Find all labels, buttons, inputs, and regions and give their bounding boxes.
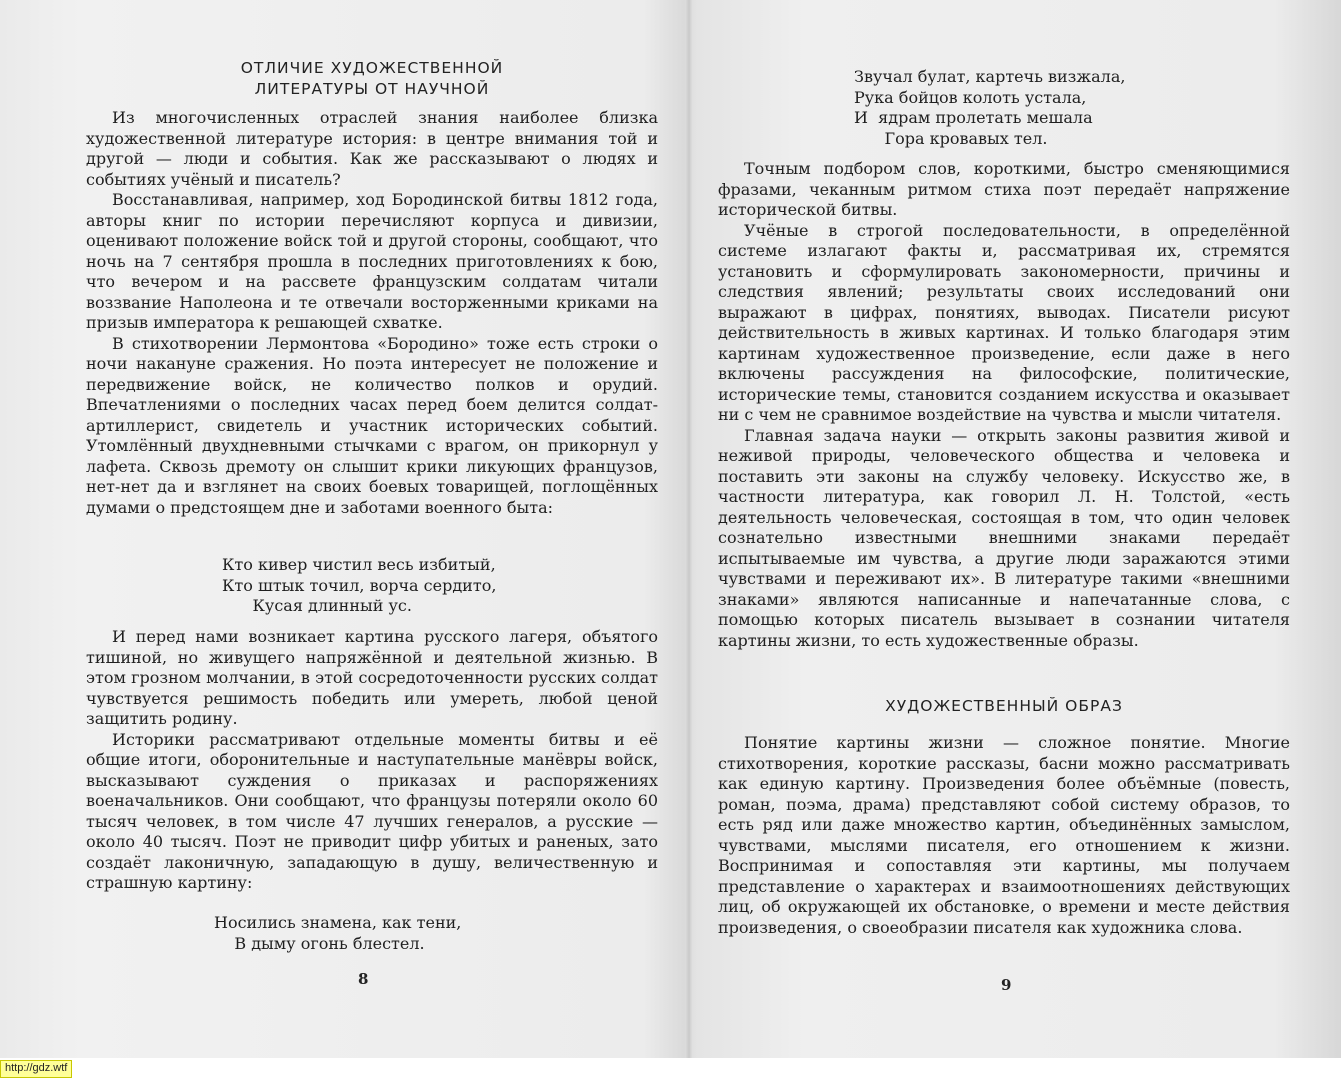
verse-line: Кто штык точил, ворча сердито, — [222, 575, 497, 595]
source-link[interactable]: http://gdz.wtf — [0, 1060, 72, 1078]
left-heading-line1: ОТЛИЧИЕ ХУДОЖЕСТВЕННОЙ — [240, 59, 504, 77]
left-heading — [86, 58, 658, 100]
left-verse-1 — [222, 555, 496, 617]
left-heading-line2: ЛИТЕРАТУРЫ ОТ НАУЧНОЙ — [254, 80, 490, 98]
right-paragraph-4: Понятие картины жизни — сложное понятие. Многие стихотворения, короткие рассказы, басни можно рассматривать как единую картину. Произведения более объёмные (повесть, роман, поэма, драма) представляют собой систему образов, то есть ряд или даже множество картин, объединённых замыслом, чувствами, мыслями писателя, его отношением к жизни. Воспринимая и сопоставляя эти картины, мы получаем представление о характерах и взаимоотношениях действующих лиц, об окружающей их обстановке, о времени и месте действия произведения, о своеобразии писателя как художника слова. — [718, 733, 1290, 937]
left-paragraph-2: Восстанавливая, например, ход Бородинской битвы 1812 года, авторы книг по истории перечисляют корпуса и дивизии, оценивают положение войск той и другой стороны, сообщают, что ночь на 7 сентября прошла в последних приготовлениях к бою, что вечером и на рассвете французским солдатам читали воззвание Наполеона и те отвечали восторженными криками на призыв императора к решающей схватке. — [86, 190, 658, 332]
verse-line: Кто кивер чистил весь избитый, — [222, 555, 496, 574]
book-gutter — [686, 0, 692, 1058]
left-paragraph-1: Из многочисленных отраслей знания наиболее близка художественной литературе история: в центре внимания той и другой — люди и события. Как же рассказывают о людях и событиях учёный и писатель? — [86, 108, 658, 189]
left-paragraph-3: В стихотворении Лермонтова «Бородино» тоже есть строки о ночи накануне сражения. Но поэта интересует не положение и передвижение войск, не количество полков и орудий. Впечатлениями о последних часах перед боем делится солдат-артиллерист, свидетель и участник исторических событий. Утомлённый двухдневными стычками с врагом, он прикорнул у лафета. Сквозь дремоту он слышит крики ликующих французов, нет-нет да и взглянет на своих боевых товарищей, поглощённых думами о предстоящем дне и заботами военного быта: — [86, 333, 658, 517]
verse-line: И ядрам пролетать мешала — [854, 108, 1093, 127]
page-number-right: 9 — [1001, 976, 1012, 994]
verse-line: В дыму огонь блестел. — [214, 933, 425, 953]
verse-line: Носились знамена, как тени, — [214, 913, 462, 932]
left-page — [86, 0, 658, 1058]
verse-line: Кусая длинный ус. — [222, 596, 412, 615]
left-paragraph-5: Историки рассматривают отдельные моменты битвы и её общие итоги, оборонительные и наступательные манёвры войск, высказывают суждения о приказах и распоряжениях военачальников. Они сообщают, что французы потеряли около 60 тысяч человек, в том числе 47 лучших генералов, а русские — около 40 тысяч. Поэт не приводит цифр убитых и раненых, зато создаёт лаконичную, западающую в душу, величественную и страшную картину: — [86, 729, 658, 892]
left-verse-2 — [214, 913, 461, 954]
verse-line: Звучал булат, картечь визжала, — [854, 67, 1126, 86]
right-paragraph-1: Точным подбором слов, короткими, быстро сменяющимися фразами, чеканным ритмом стиха поэт передаёт напряжение исторической битвы. — [718, 159, 1290, 219]
page-number-left: 8 — [358, 970, 369, 988]
verse-line: Рука бойцов колоть устала, — [854, 87, 1087, 107]
right-paragraph-3: Главная задача науки — открыть законы развития живой и неживой природы, человеческого общества и человека и поставить эти законы на службу человеку. Искусство же, в частности литература, как говорил Л. Н. Толстой, «есть деятельность человеческая, состоящая в том, что один человек сознательно известными внешними знаками передаёт испытываемые им чувства, а другие люди заражаются этими чувствами и переживают их». В литературе такими «внешними знаками» являются написанные и напечатанные слова, с помощью которых писатель вызывает в сознании читателя картины жизни, то есть художественные образы. — [718, 425, 1290, 650]
left-paragraph-4: И перед нами возникает картина русского лагеря, объятого тишиной, но живущего напряжённой и деятельной жизнью. В этом грозном молчании, в этой сосредоточенности русских солдат чувствуется решимость победить или умереть, любой ценой защитить родину. — [86, 627, 658, 728]
right-page — [718, 0, 1290, 1058]
verse-line: Гора кровавых тел. — [854, 128, 1048, 148]
right-verse — [854, 67, 1125, 149]
right-paragraph-2: Учёные в строгой последовательности, в определённой системе излагают факты и, рассматривая их, стремятся установить и сформулировать закономерности, причины и следствия явлений; результаты своих исследований они выражают в цифрах, понятиях, выводах. Писатели рисуют действительность в живых картинах. И только благодаря этим картинам художественное произведение, если даже в него включены рассуждения на философские, политические, исторические темы, становится созданием искусства и оказывает ни с чем не сравнимое воздействие на чувства и мысли читателя. — [718, 220, 1290, 424]
right-heading: ХУДОЖЕСТВЕННЫЙ ОБРАЗ — [885, 697, 1123, 715]
